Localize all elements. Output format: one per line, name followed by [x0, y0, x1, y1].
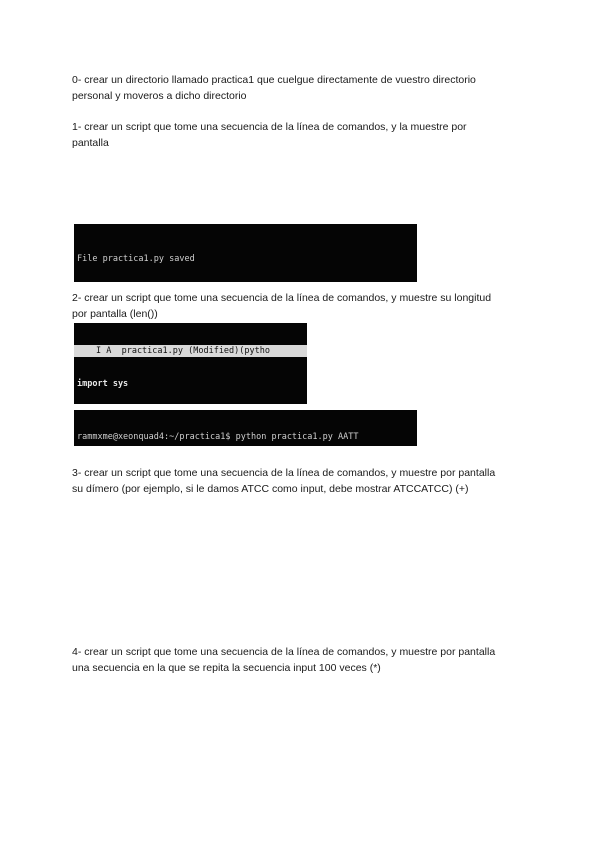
task-0-line-1: 0- crear un directorio llamado practica1 que cuelgue directamente de vuestro directorio [72, 74, 476, 86]
terminal-2-line-1: rammxme@xeonquad4:~/practica1$ python practica1.py AATT [77, 432, 359, 442]
editor-title-bar: I A practica1.py (Modified)(pytho [74, 345, 307, 357]
task-4-line-2: una secuencia en la que se repita la secuencia input 100 veces (*) [72, 662, 381, 674]
task-1-line-1: 1- crear un script que tome una secuencia de la línea de comandos, y la muestre por [72, 121, 467, 133]
terminal-screenshot-2 [74, 410, 417, 446]
task-2-line-2: por pantalla (len()) [72, 308, 158, 320]
task-4-text [72, 644, 532, 676]
task-0-line-2: personal y moveros a dicho directorio [72, 90, 247, 102]
task-3-line-2: su dímero (por ejemplo, si le damos ATCC como input, debe mostrar ATCCATCC) (+) [72, 483, 469, 495]
task-2-text [72, 290, 532, 322]
editor-screenshot [74, 323, 307, 404]
task-3-line-1: 3- crear un script que tome una secuencia de la línea de comandos, y muestre por pantalla [72, 467, 496, 479]
task-3-text [72, 465, 532, 497]
terminal-1-line-1: File practica1.py saved [77, 254, 195, 264]
task-4-line-1: 4- crear un script que tome una secuencia de la línea de comandos, y muestre por pantalla [72, 646, 496, 658]
task-1-line-2: pantalla [72, 137, 109, 149]
task-0-text [72, 72, 532, 104]
terminal-screenshot-1 [74, 224, 417, 282]
task-2-line-1: 2- crear un script que tome una secuencia de la línea de comandos, y muestre su longitud [72, 292, 492, 304]
editor-code-line-1: import sys [77, 379, 129, 389]
task-1-text [72, 119, 532, 151]
